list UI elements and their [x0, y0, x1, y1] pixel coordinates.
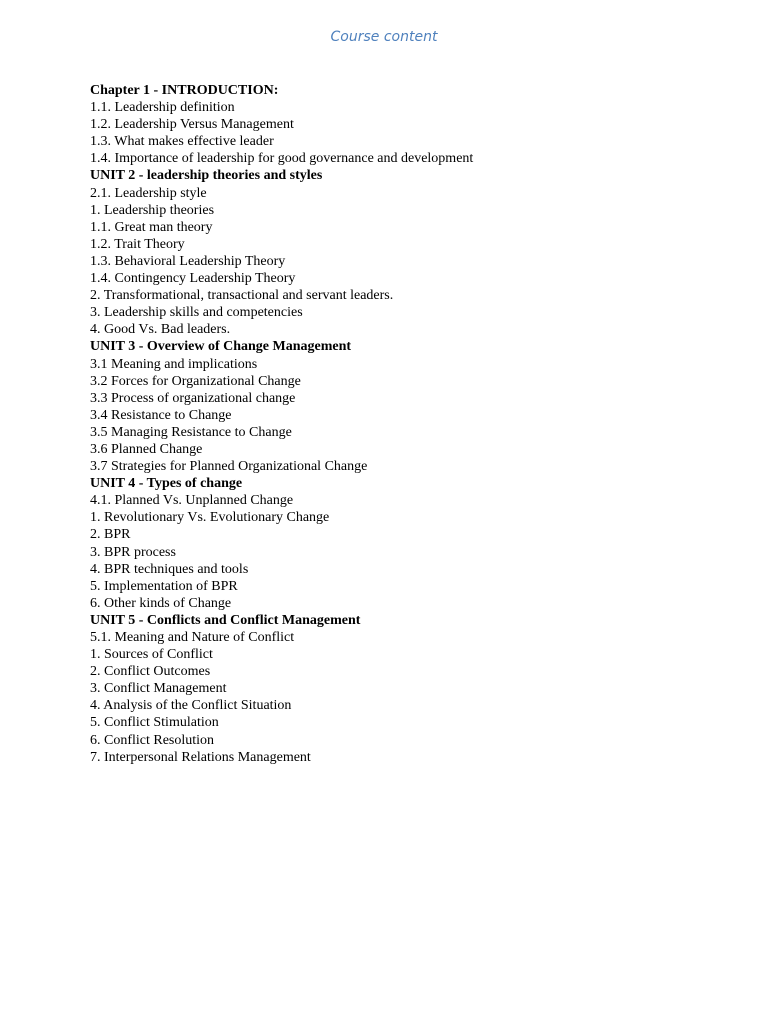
outline-item: 1. Sources of Conflict	[90, 647, 213, 663]
course-outline	[90, 82, 710, 766]
outline-item: 1.1. Great man theory	[90, 219, 213, 235]
outline-item: 2. Transformational, transactional and servant leaders.	[90, 288, 394, 304]
section-heading: UNIT 4 - Types of change	[90, 476, 243, 492]
outline-item: 6. Other kinds of Change	[90, 595, 232, 611]
outline-item: 4. Good Vs. Bad leaders.	[90, 322, 231, 338]
outline-item: 5. Implementation of BPR	[90, 578, 238, 594]
section-heading: UNIT 3 - Overview of Change Management	[90, 339, 352, 355]
outline-item: 7. Interpersonal Relations Management	[90, 749, 311, 765]
outline-item: 1.3. What makes effective leader	[90, 134, 274, 150]
outline-item: 3.3 Process of organizational change	[90, 390, 296, 406]
section-heading: UNIT 5 - Conflicts and Conflict Management	[90, 612, 361, 628]
outline-item: 1.3. Behavioral Leadership Theory	[90, 253, 286, 269]
outline-item: 1. Revolutionary Vs. Evolutionary Change	[90, 510, 330, 526]
page-title: Course content	[330, 29, 438, 45]
outline-item: 5.1. Meaning and Nature of Conflict	[90, 630, 295, 645]
section-heading: Chapter 1 - INTRODUCTION:	[90, 83, 279, 98]
outline-item: 3. BPR process	[90, 544, 176, 560]
outline-item: 2.1. Leadership style	[90, 185, 207, 201]
outline-item: 4. Analysis of the Conflict Situation	[90, 698, 292, 714]
outline-item: 1.4. Contingency Leadership Theory	[90, 271, 296, 287]
outline-item: 3.7 Strategies for Planned Organizational Change	[90, 459, 368, 475]
outline-item: 2. BPR	[90, 527, 131, 543]
outline-item: 2. Conflict Outcomes	[90, 664, 211, 680]
outline-item: 3.4 Resistance to Change	[90, 407, 232, 423]
outline-item: 4.1. Planned Vs. Unplanned Change	[90, 493, 294, 509]
outline-item: 6. Conflict Resolution	[90, 732, 215, 748]
outline-item: 1. Leadership theories	[90, 202, 215, 218]
outline-item: 3.2 Forces for Organizational Change	[90, 373, 301, 389]
outline-item: 1.2. Leadership Versus Management	[90, 117, 294, 133]
outline-item: 5. Conflict Stimulation	[90, 715, 219, 731]
outline-item: 4. BPR techniques and tools	[90, 561, 249, 577]
outline-item: 3. Leadership skills and competencies	[90, 305, 303, 321]
outline-item: 1.1. Leadership definition	[90, 100, 235, 116]
outline-item: 1.2. Trait Theory	[90, 236, 185, 252]
outline-item: 3.5 Managing Resistance to Change	[90, 424, 292, 440]
outline-item: 1.4. Importance of leadership for good governance and development	[90, 151, 474, 167]
outline-item: 3. Conflict Management	[90, 681, 227, 697]
section-heading: UNIT 2 - leadership theories and styles	[90, 168, 323, 184]
outline-item: 3.6 Planned Change	[90, 441, 203, 457]
outline-item: 3.1 Meaning and implications	[90, 356, 258, 372]
